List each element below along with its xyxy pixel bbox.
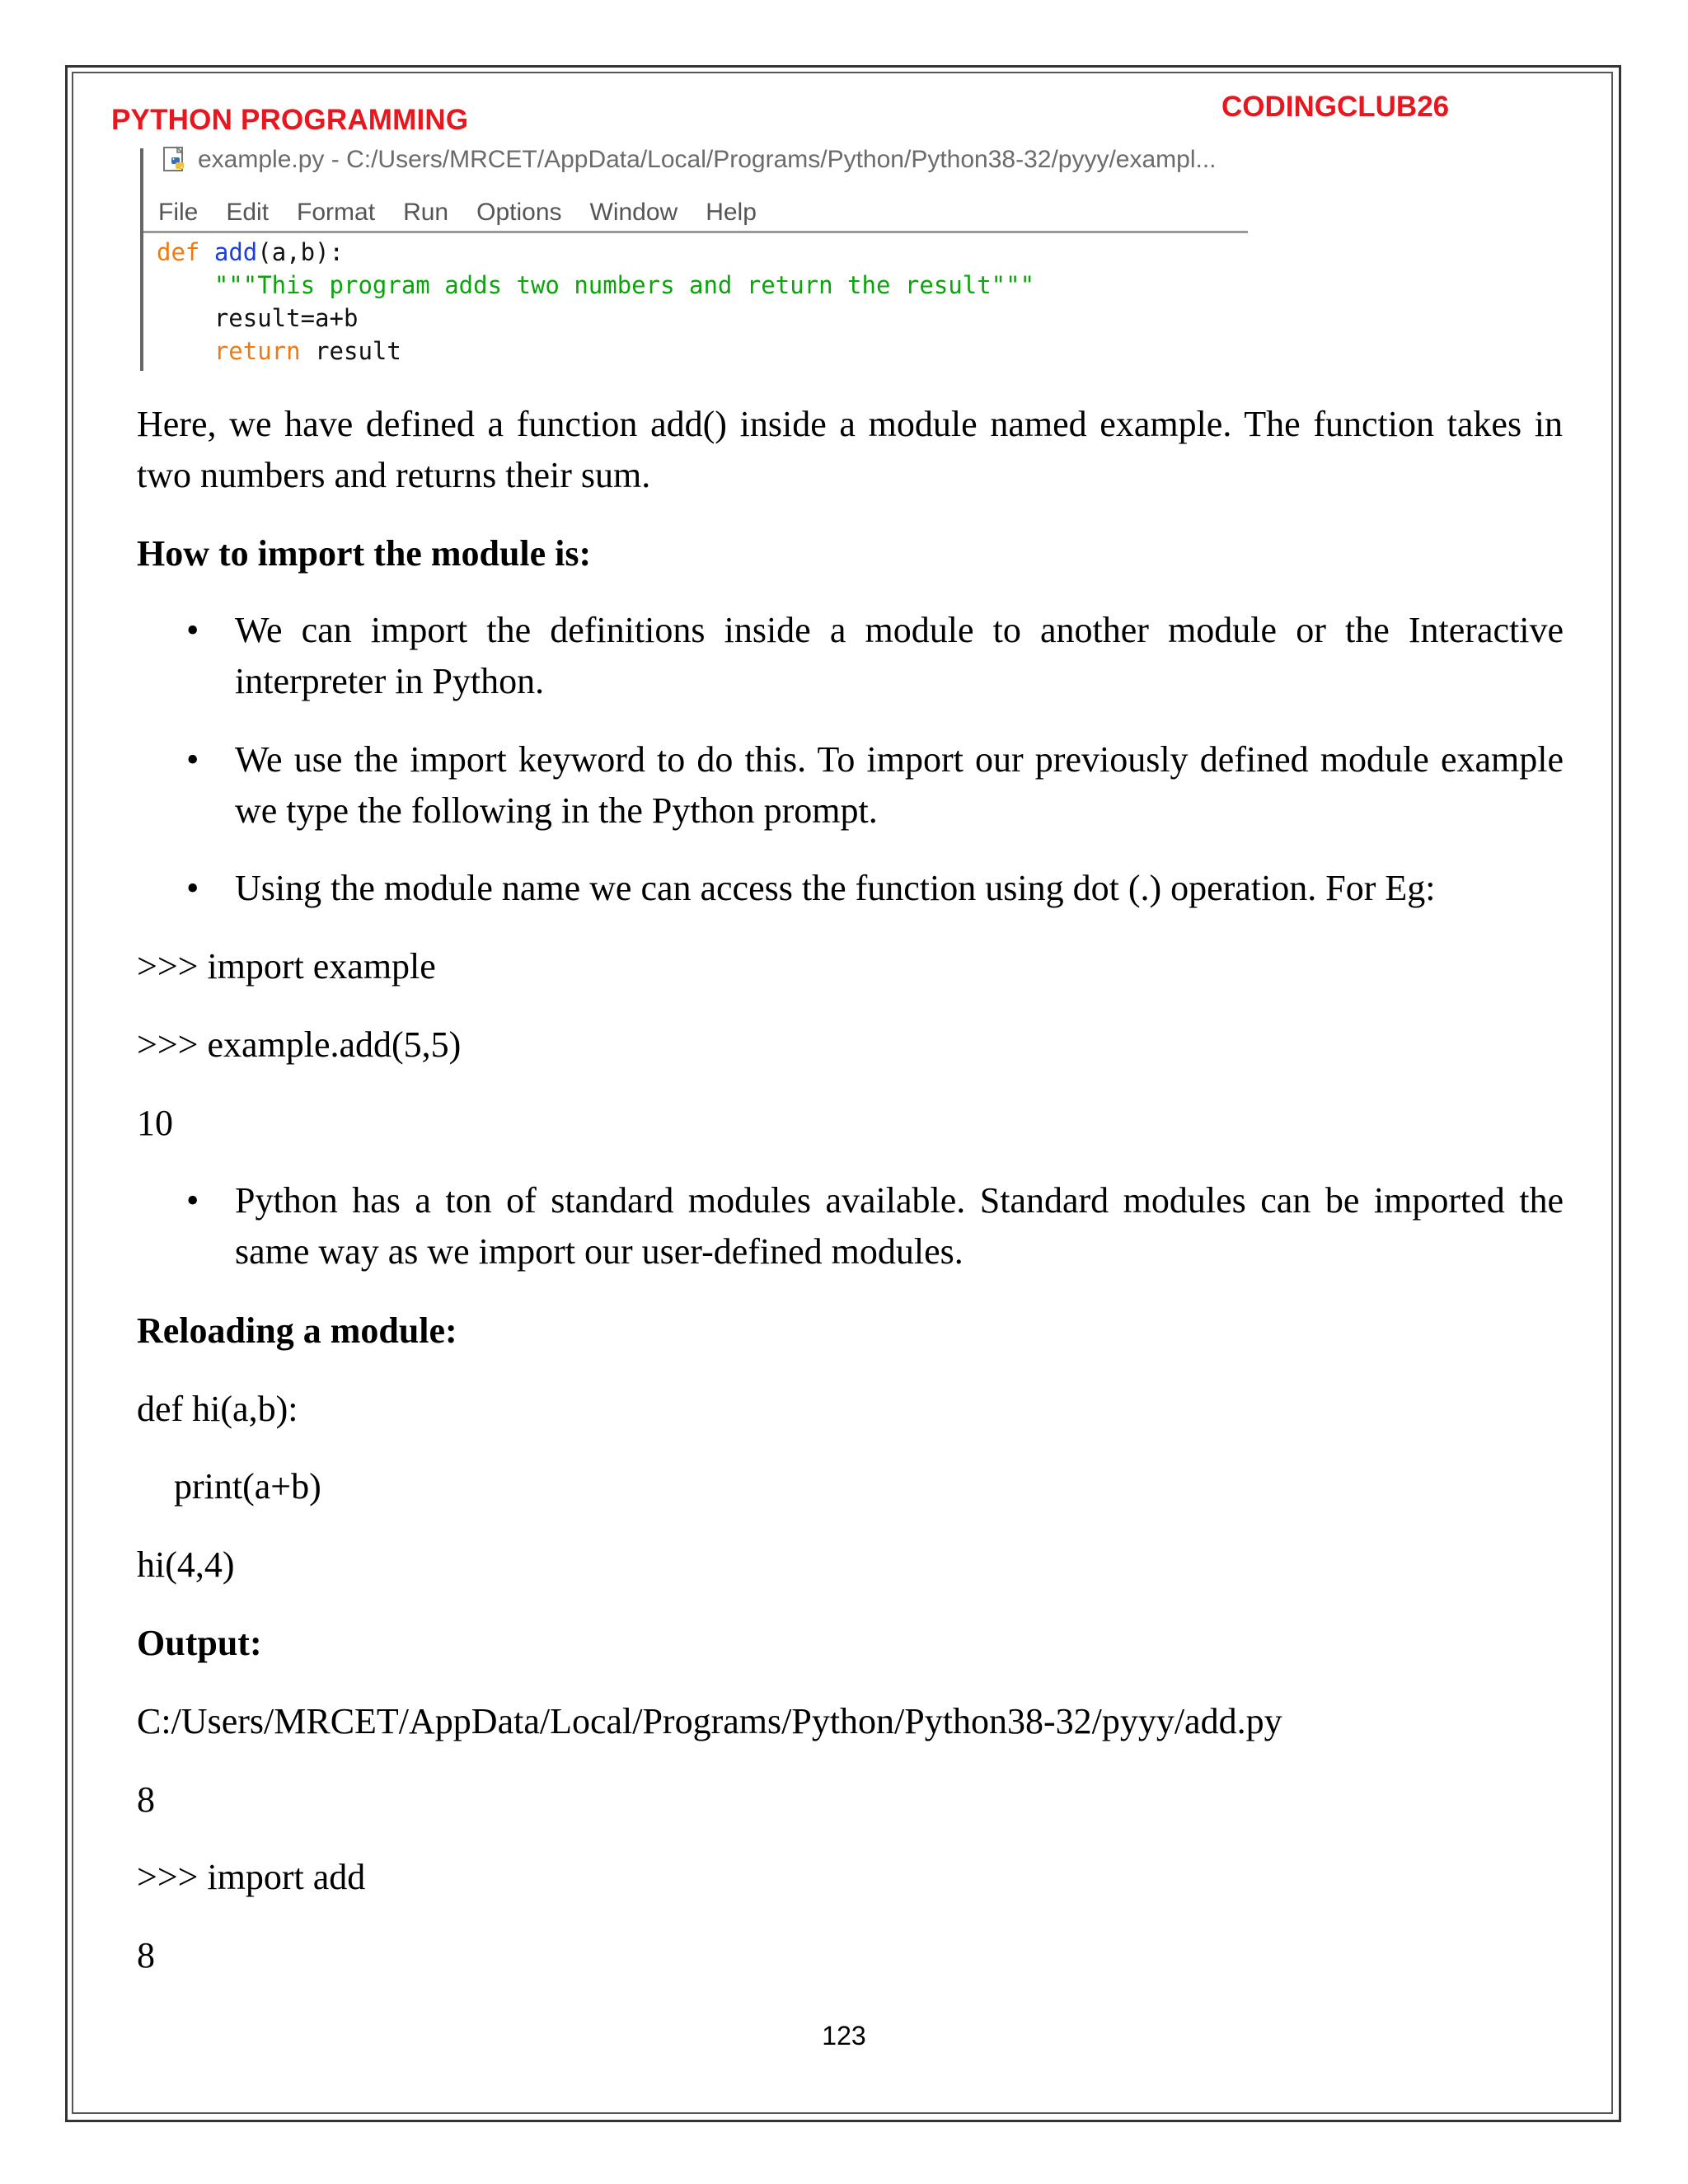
bullet-import-keyword: We use the import keyword to do this. To import our previously defined module example we type the following in the Python prompt. (235, 739, 1564, 831)
idle-editor-screenshot (140, 138, 1251, 371)
code-print: print(a+b) (174, 1466, 321, 1507)
editor-left-edge (140, 148, 143, 371)
menu-format[interactable]: Format (297, 199, 376, 226)
editor-code-area (157, 236, 1034, 368)
header-right-title: CODINGCLUB26 (1221, 91, 1450, 123)
menu-help[interactable]: Help (706, 199, 757, 226)
menu-window[interactable]: Window (589, 199, 678, 226)
page-number: 123 (822, 2021, 866, 2050)
header-left-title: PYTHON PROGRAMMING (111, 104, 469, 136)
code-return-value: result (300, 337, 401, 365)
menu-file[interactable]: File (158, 199, 199, 226)
prompt-import-add: >>> import add (137, 1857, 366, 1897)
output-8-first: 8 (137, 1779, 155, 1820)
python-file-icon (162, 146, 190, 174)
prompt-import-example: >>> import example (137, 946, 436, 987)
editor-title-text: example.py - C:/Users/MRCET/AppData/Local/Programs/Python/Python38-32/pyyy/exampl... (198, 146, 1217, 173)
bullet-marker: • (186, 1180, 199, 1221)
output-10: 10 (137, 1103, 173, 1143)
output-file-path: C:/Users/MRCET/AppData/Local/Programs/Python/Python38-32/pyyy/add.py (137, 1701, 1282, 1741)
bullet-standard-modules: Python has a ton of standard modules available. Standard modules can be imported the same way as we import our user-defined modules. (235, 1180, 1564, 1272)
code-keyword-return: return (213, 337, 301, 365)
heading-import-module: How to import the module is: (137, 533, 592, 574)
page-border-inner (72, 72, 1613, 2114)
code-docstring: """This program adds two numbers and return the result""" (213, 271, 1035, 299)
output-8-second: 8 (137, 1935, 155, 1975)
bullet-import-definitions: We can import the definitions inside a module to another module or the Interactive interpreter in Python. (235, 610, 1564, 701)
heading-reloading-module: Reloading a module: (137, 1310, 457, 1351)
menu-edit[interactable]: Edit (226, 199, 270, 226)
code-keyword-def: def (157, 238, 200, 266)
menu-run[interactable]: Run (403, 199, 449, 226)
editor-menu-bar (158, 193, 1386, 232)
code-def-hi: def hi(a,b): (137, 1389, 298, 1429)
code-result-assign: result=a+b (213, 304, 359, 332)
bullet-marker: • (186, 868, 199, 908)
bullet-dot-operation: Using the module name we can access the function using dot (.) operation. For Eg: (235, 868, 1436, 908)
code-params: (a,b): (257, 238, 345, 266)
prompt-example-add: >>> example.add(5,5) (137, 1024, 462, 1065)
heading-output: Output: (137, 1623, 262, 1663)
bullet-marker: • (186, 739, 199, 780)
menu-options[interactable]: Options (476, 199, 562, 226)
editor-title-bar (162, 142, 1217, 178)
menu-separator (143, 231, 1248, 233)
code-function-name: add (213, 238, 258, 266)
code-call-hi: hi(4,4) (137, 1544, 235, 1585)
bullet-marker: • (186, 610, 199, 650)
paragraph-intro: Here, we have defined a function add() inside a module named example. The function takes in two numbers and returns their sum. (137, 404, 1563, 495)
